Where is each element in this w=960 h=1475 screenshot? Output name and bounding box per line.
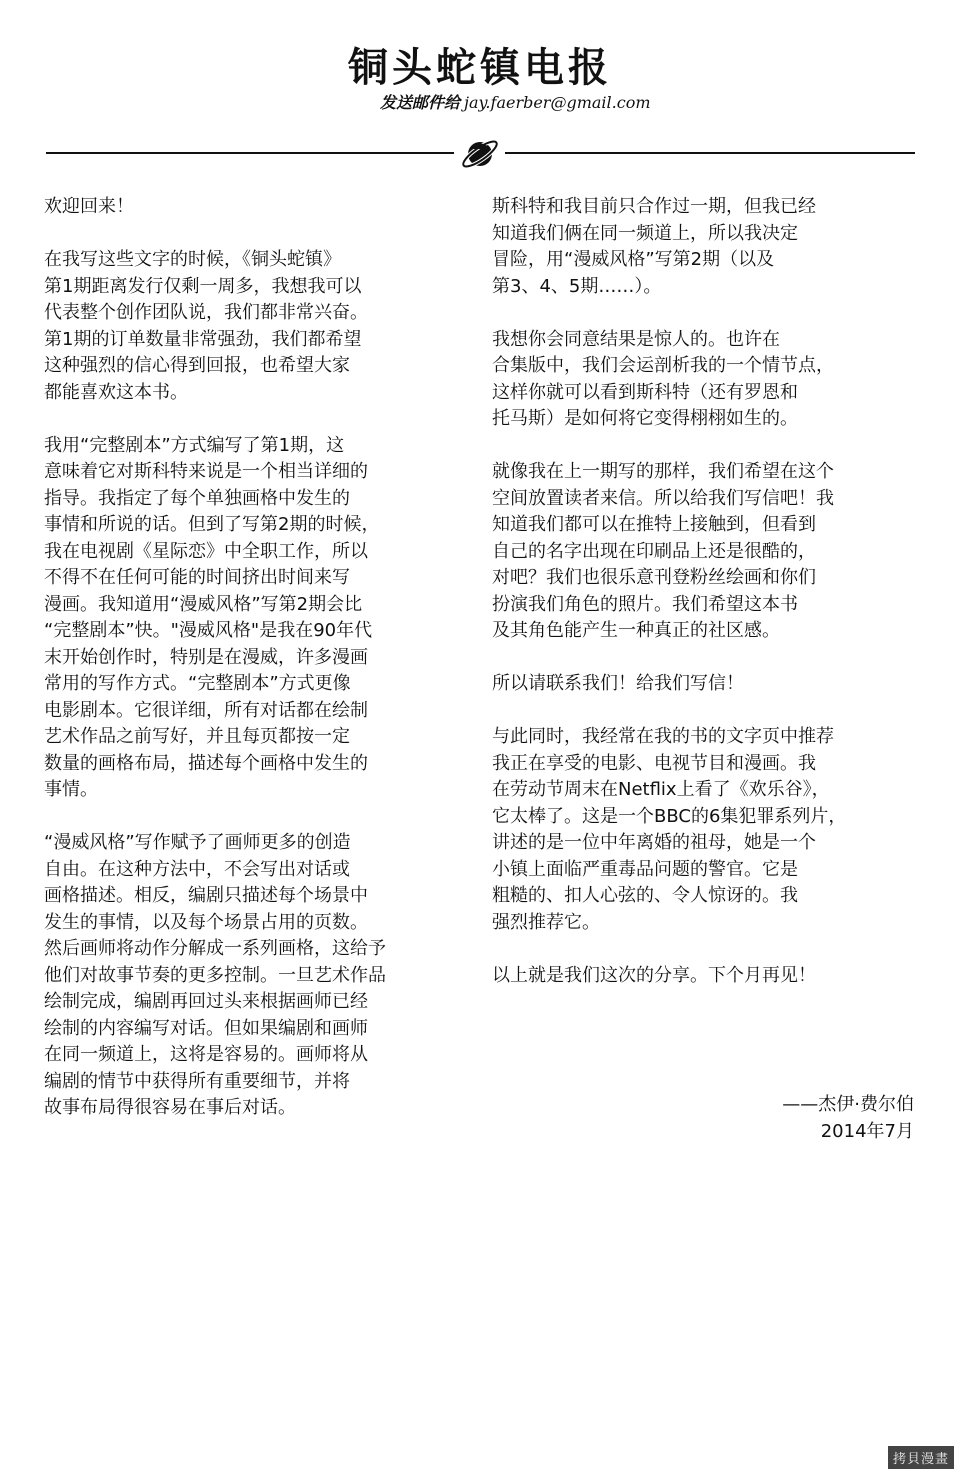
text-line: 第1期距离发行仅剩一周多，我想我可以 (44, 275, 362, 297)
text-line: 就像我在上一期写的那样，我们希望在这个 (492, 461, 834, 482)
paragraph (492, 327, 920, 433)
text-line: 讲述的是一位中年离婚的祖母，她是一个 (492, 832, 816, 853)
text-line: “漫威风格”写作赋予了画师更多的创造 (44, 832, 351, 853)
signature-date: 2014年7月 (820, 1120, 914, 1142)
text-line: 数量的画格布局，描述每个画格中发生的 (44, 752, 368, 774)
subtitle (380, 90, 651, 113)
text-line: 以上就是我们这次的分享。下个月再见！ (492, 964, 816, 986)
text-line: 意味着它对斯科特来说是一个相当详细的 (44, 461, 368, 482)
page-title: 铜头蛇镇电报 (348, 45, 612, 91)
paragraph (492, 963, 920, 990)
paragraph (492, 194, 920, 300)
paragraph (44, 247, 474, 406)
text-line: 事情。 (44, 779, 98, 800)
text-line: 合集版中，我们会运剖析我的一个情节点， (492, 355, 834, 376)
text-line: 绘制完成，编剧再回过头来根据画师已经 (44, 991, 368, 1012)
text-line: 我用“完整剧本”方式编写了第1期，这 (44, 434, 345, 456)
left-column (44, 194, 474, 1148)
text-line: 在我写这些文字的时候，《铜头蛇镇》 (44, 249, 341, 270)
text-line: 托马斯）是如何将它变得栩栩如生的。 (492, 408, 798, 429)
paragraph (44, 433, 474, 804)
text-line: 电影剧本。它很详细，所有对话都在绘制 (44, 699, 368, 721)
divider-left (46, 152, 454, 154)
text-line: 知道我们都可以在推特上接触到，但看到 (492, 514, 816, 535)
text-line: “完整剧本”快。"漫威风格"是我在90年代 (44, 620, 373, 641)
text-line: 末开始创作时，特别是在漫威，许多漫画 (44, 646, 368, 668)
email-address[interactable]: jay.faerber@gmail.com (464, 93, 651, 112)
paragraph (492, 671, 920, 698)
text-line: 他们对故事节奏的更多控制。一旦艺术作品 (44, 964, 386, 986)
text-line: 不得不在任何可能的时间挤出时间来写 (44, 567, 350, 588)
text-line: 这种强烈的信心得到回报，也希望大家 (44, 355, 350, 376)
text-line: 代表整个创作团队说，我们都非常兴奋。 (44, 302, 368, 323)
text-line: 所以请联系我们！给我们写信！ (492, 673, 744, 694)
text-line: 知道我们俩在同一频道上，所以我决定 (492, 222, 798, 244)
text-line: 小镇上面临严重毒品问题的警官。它是 (492, 858, 798, 880)
text-line: 自己的名字出现在印刷品上还是很酷的， (492, 540, 816, 562)
text-line: 常用的写作方式。“完整剧本”方式更像 (44, 673, 351, 694)
text-line: 漫画。我知道用“漫威风格”写第2期会比 (44, 593, 363, 615)
right-column (492, 194, 920, 1016)
text-line: 画格描述。相反，编剧只描述每个场景中 (44, 885, 368, 906)
text-line: 空间放置读者来信。所以给我们写信吧！我 (492, 487, 834, 509)
text-line: 强烈推荐它。 (492, 911, 600, 933)
text-line: 在同一频道上，这将是容易的。画师将从 (44, 1044, 368, 1065)
watermark: 拷貝漫畫 (888, 1446, 954, 1469)
text-line: 艺术作品之前写好，并且每页都按一定 (44, 726, 350, 747)
divider-right (505, 152, 915, 154)
signature-name: ——杰伊·费尔伯 (782, 1094, 914, 1115)
paragraph (492, 459, 920, 645)
text-line: 欢迎回来！ (44, 196, 134, 217)
paragraph (44, 830, 474, 1122)
text-line: 斯科特和我目前只合作过一期，但我已经 (492, 196, 816, 217)
text-line: 编剧的情节中获得所有重要细节，并将 (44, 1070, 350, 1092)
paragraph (492, 724, 920, 936)
text-line: 事情和所说的话。但到了写第2期的时候， (44, 514, 380, 535)
text-line: 在劳动节周末在Netflix上看了《欢乐谷》， (492, 779, 830, 800)
text-line: 这样你就可以看到斯科特（还有罗恩和 (492, 381, 798, 403)
paragraph (44, 194, 474, 221)
text-line: 它太棒了。这是一个BBC的6集犯罪系列片， (492, 805, 847, 827)
text-line: 第1期的订单数量非常强劲，我们都希望 (44, 328, 362, 350)
text-line: 粗糙的、扣人心弦的、令人惊讶的。我 (492, 885, 798, 906)
text-line: 及其角色能产生一种真正的社区感。 (492, 620, 780, 641)
text-line: 我在电视剧《星际恋》中全职工作，所以 (44, 540, 368, 562)
planet-icon (458, 132, 502, 176)
signature (654, 1092, 914, 1145)
text-line: 发生的事情，以及每个场景占用的页数。 (44, 911, 368, 933)
text-line: 我想你会同意结果是惊人的。也许在 (492, 328, 780, 350)
text-line: 冒险，用“漫威风格”写第2期（以及 (492, 249, 775, 270)
text-line: 指导。我指定了每个单独画格中发生的 (44, 487, 350, 509)
text-line: 第3、4、5期……）。 (492, 275, 662, 297)
text-line: 都能喜欢这本书。 (44, 381, 188, 403)
text-line: 绘制的内容编写对话。但如果编剧和画师 (44, 1017, 368, 1039)
text-line: 故事布局得很容易在事后对话。 (44, 1097, 296, 1118)
text-line: 我正在享受的电影、电视节目和漫画。我 (492, 752, 816, 774)
text-line: 对吧？我们也很乐意刊登粉丝绘画和你们 (492, 567, 816, 588)
text-line: 然后画师将动作分解成一系列画格，这给予 (44, 938, 386, 959)
text-line: 与此同时，我经常在我的书的文字页中推荐 (492, 726, 834, 747)
text-line: 自由。在这种方法中，不会写出对话或 (44, 858, 350, 880)
text-line: 扮演我们角色的照片。我们希望这本书 (492, 593, 798, 615)
send-label: 发送邮件给 (380, 93, 461, 112)
